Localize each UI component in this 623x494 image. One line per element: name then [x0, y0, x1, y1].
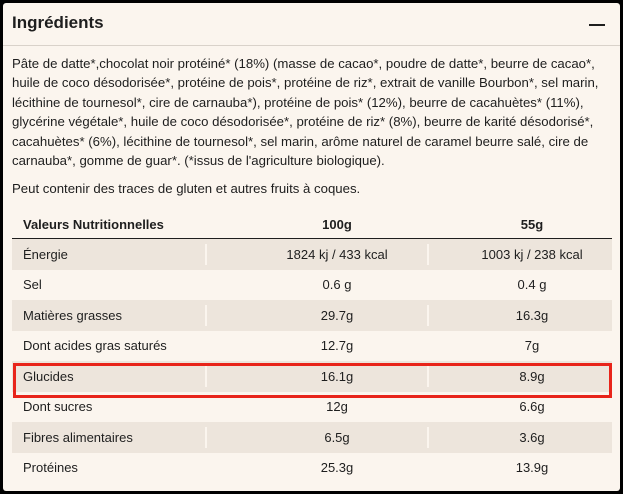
value-100g: 25.3g: [320, 460, 354, 476]
table-row-glucides: [12, 361, 612, 392]
value-55g: 6.6g: [519, 399, 545, 415]
header-cell-label: Valeurs Nutritionnelles: [23, 216, 164, 232]
row-label: Glucides: [23, 368, 74, 384]
header-cell-55g: 55g: [520, 216, 544, 232]
table-header-row: [12, 209, 612, 239]
table-row: [12, 239, 612, 270]
value-55g: 8.9g: [519, 368, 545, 384]
value-100g: 0.6 g: [322, 277, 352, 293]
value-55g: 16.3g: [515, 307, 549, 323]
value-55g: 0.4 g: [517, 277, 547, 293]
row-label: Énergie: [23, 246, 68, 262]
row-label: Fibres alimentaires: [23, 429, 133, 445]
value-100g: 12.7g: [320, 338, 354, 354]
row-label: Protéines: [23, 460, 78, 476]
value-100g: 1824 kj / 433 kcal: [286, 246, 388, 262]
value-100g: 16.1g: [320, 368, 354, 384]
value-100g: 12g: [326, 399, 348, 415]
allergen-traces-text: Peut contenir des traces de gluten et autres fruits à coques.: [12, 181, 361, 196]
row-label: Dont sucres: [23, 399, 93, 415]
table-row: [12, 270, 612, 301]
row-label: Matières grasses: [23, 307, 122, 323]
minus-icon[interactable]: [589, 16, 605, 32]
table-row: [12, 422, 612, 453]
value-100g: 29.7g: [320, 307, 354, 323]
table-row: [12, 453, 612, 484]
nutrition-table: [12, 209, 612, 483]
table-row: [12, 331, 612, 362]
divider: [3, 45, 620, 46]
header-cell-100g: 100g: [322, 216, 352, 232]
value-55g: 3.6g: [519, 429, 545, 445]
ingredients-text: Pâte de datte*,chocolat noir protéiné* (18%) (masse de cacao*, poudre de datte*, beurre de cacao*, huile de coco désodorisée*, protéine de pois*, protéine de riz*, extrait de vanille Bourbon*, sel marin, lécithine de tournesol*, cire de carnauba*), protéine de pois* (12%), beurre de cacahuètes* (11%), glycérine végétale*, huile de coco désodorisée*, protéine de riz* (8%), beurre de karité désodorisé*, cacahuètes* (6%), lécithine de tournesol*, sel marin, arôme naturel de caramel beurre salé, cire de carnauba*, gomme de guar*. (*issus de l'agriculture biologique).: [12, 56, 599, 169]
table-row: [12, 300, 612, 331]
row-label: Dont acides gras saturés: [23, 338, 167, 354]
row-label: Sel: [23, 277, 42, 293]
value-55g: 7g: [524, 338, 540, 354]
section-title: Ingrédients: [12, 13, 104, 32]
table-row: [12, 392, 612, 423]
value-55g: 13.9g: [515, 460, 549, 476]
accordion-header[interactable]: [3, 3, 620, 45]
value-100g: 6.5g: [324, 429, 350, 445]
value-55g: 1003 kj / 238 kcal: [481, 246, 583, 262]
ingredients-panel: [3, 3, 620, 491]
